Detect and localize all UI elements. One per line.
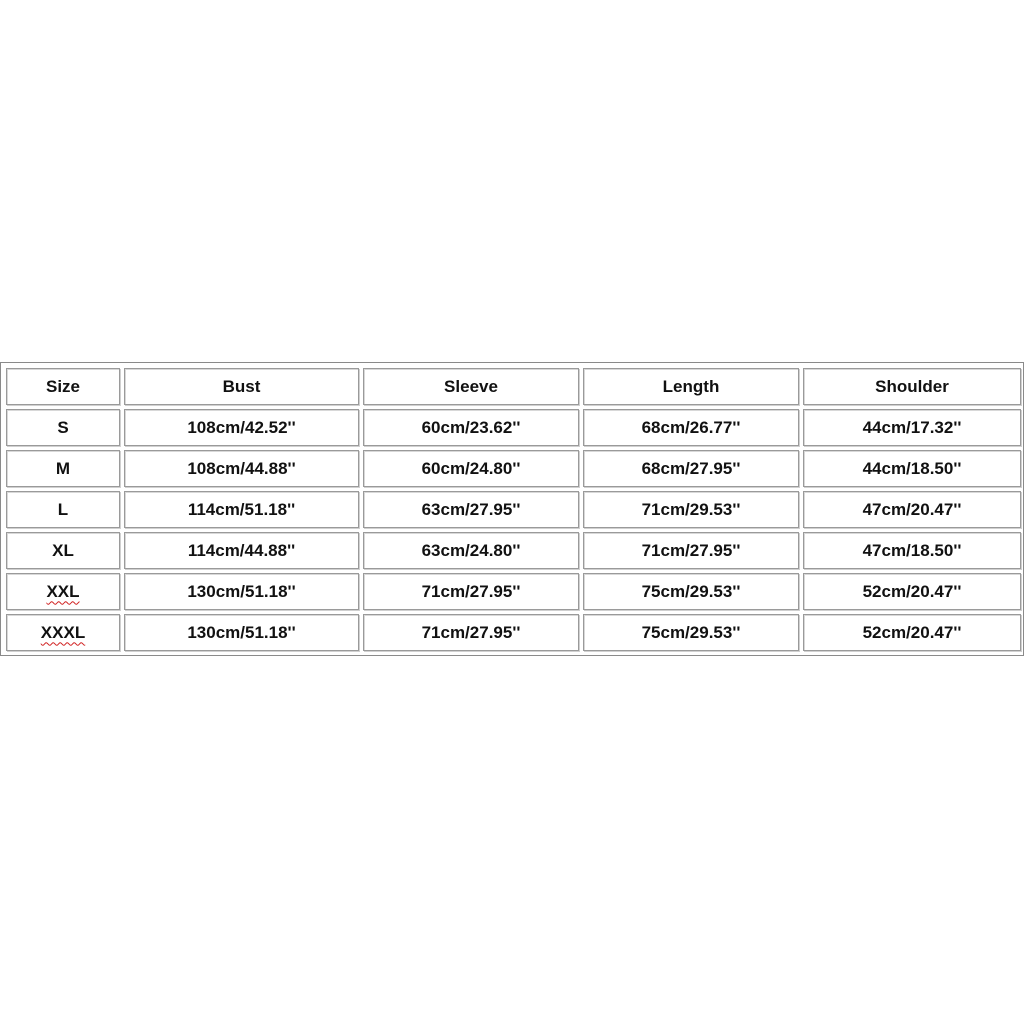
bust-value: 130cm/51.18'' [187,622,296,642]
size-label: M [55,458,71,478]
header-shoulder [803,368,1021,405]
size-chart-table [0,362,1024,656]
table-row-s-length [583,409,799,446]
header-length-label: Length [662,376,720,396]
table-row-xxxl-size [6,614,120,651]
size-label: S [57,417,69,437]
table-row-m-length [583,450,799,487]
table-row-s-sleeve [363,409,579,446]
table-row-xxxl-bust [124,614,359,651]
bust-value: 114cm/44.88'' [187,540,296,560]
table-row-s-size [6,409,120,446]
header-bust [124,368,359,405]
table-row-m-shoulder [803,450,1021,487]
sleeve-value: 71cm/27.95'' [421,581,521,601]
sleeve-value: 60cm/23.62'' [421,417,521,437]
header-bust-label: Bust [222,376,261,396]
length-value: 71cm/29.53'' [641,499,741,519]
table-row-xxxl-shoulder [803,614,1021,651]
table-row-m-sleeve [363,450,579,487]
table-row-xxxl-sleeve [363,614,579,651]
table-row-m-size [6,450,120,487]
sleeve-value: 60cm/24.80'' [421,458,521,478]
header-shoulder-label: Shoulder [875,376,949,396]
shoulder-value: 44cm/17.32'' [862,417,962,437]
table-row-xxxl-length [583,614,799,651]
header-size [6,368,120,405]
bust-value: 114cm/51.18'' [187,499,296,519]
header-sleeve-label: Sleeve [444,376,498,396]
bust-value: 108cm/44.88'' [187,458,296,478]
table-row-l-shoulder [803,491,1021,528]
table-row-xl-length [583,532,799,569]
table-row-xl-size [6,532,120,569]
sleeve-value: 63cm/24.80'' [421,540,521,560]
size-label: L [57,499,69,519]
table-row-xxl-bust [124,573,359,610]
table-row-l-bust [124,491,359,528]
length-value: 68cm/26.77'' [641,417,741,437]
sleeve-value: 71cm/27.95'' [421,622,521,642]
shoulder-value: 52cm/20.47'' [862,622,962,642]
table-row-l-length [583,491,799,528]
table-row-m-bust [124,450,359,487]
table-row-l-size [6,491,120,528]
table-row-xxl-size [6,573,120,610]
table-row-xl-sleeve [363,532,579,569]
table-row-xxl-shoulder [803,573,1021,610]
table-row-s-shoulder [803,409,1021,446]
table-row-s-bust [124,409,359,446]
shoulder-value: 47cm/18.50'' [862,540,962,560]
size-label: XL [52,540,74,560]
length-value: 68cm/27.95'' [641,458,741,478]
header-sleeve [363,368,579,405]
length-value: 75cm/29.53'' [641,581,741,601]
table-row-xl-bust [124,532,359,569]
header-length [583,368,799,405]
table-row-xxl-length [583,573,799,610]
table-row-xxl-sleeve [363,573,579,610]
shoulder-value: 52cm/20.47'' [862,581,962,601]
table-row-l-sleeve [363,491,579,528]
length-value: 71cm/27.95'' [641,540,741,560]
size-label: XXL [46,581,80,601]
bust-value: 130cm/51.18'' [187,581,296,601]
shoulder-value: 44cm/18.50'' [862,458,962,478]
table-row-xl-shoulder [803,532,1021,569]
length-value: 75cm/29.53'' [641,622,741,642]
header-size-label: Size [45,376,81,396]
shoulder-value: 47cm/20.47'' [862,499,962,519]
sleeve-value: 63cm/27.95'' [421,499,521,519]
size-label: XXXL [40,622,86,642]
bust-value: 108cm/42.52'' [187,417,296,437]
